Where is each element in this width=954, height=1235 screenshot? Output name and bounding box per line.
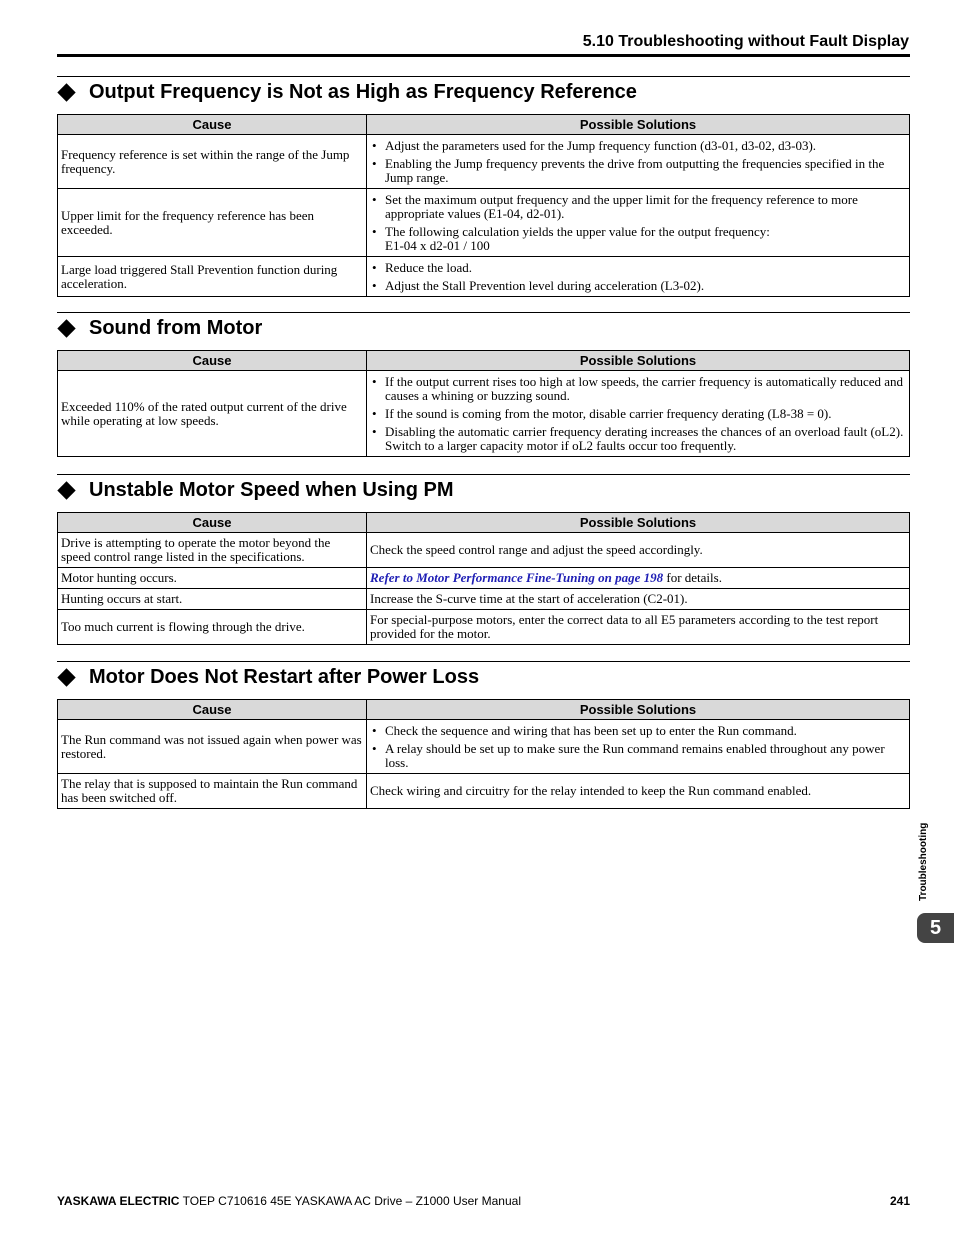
solution-cell: For special-purpose motors, enter the correct data to all E5 parameters according to the test report provided for the motor.: [367, 610, 910, 645]
page-reference-link[interactable]: Refer to Motor Performance Fine-Tuning on page 198: [370, 570, 664, 585]
troubleshooting-table: [57, 512, 910, 645]
table-row: [58, 610, 910, 645]
diamond-bullet-icon: [57, 83, 75, 101]
solution-item: • If the output current rises too high at low speeds, the carrier frequency is automatically reduced and causes a whining or buzzing sound.: [370, 375, 906, 403]
column-header-cause: Cause: [58, 700, 367, 720]
troubleshooting-table: [57, 350, 910, 457]
column-header-cause: Cause: [58, 351, 367, 371]
solution-text: for details.: [663, 570, 722, 585]
footer-doc-info: [57, 1194, 521, 1208]
running-header-title: 5.10 Troubleshooting without Fault Display: [582, 33, 909, 50]
cause-cell: Frequency reference is set within the range of the Jump frequency.: [58, 135, 367, 189]
section-motor-restart: [57, 661, 910, 809]
column-header-solutions: Possible Solutions: [367, 115, 910, 135]
table-row: [58, 774, 910, 809]
diamond-bullet-icon: [57, 319, 75, 337]
table-row: [58, 589, 910, 610]
solution-item: • A relay should be set up to make sure the Run command remains enabled throughout any power loss.: [370, 742, 906, 770]
diamond-bullet-icon: [57, 481, 75, 499]
cause-cell: Too much current is flowing through the drive.: [58, 610, 367, 645]
solution-text: The following calculation yields the upper value for the output frequency:: [385, 224, 770, 239]
cause-cell: Motor hunting occurs.: [58, 568, 367, 589]
solution-item: • Set the maximum output frequency and the upper limit for the frequency reference to more appropriate values (E1-04, d2-01).: [370, 193, 906, 221]
solutions-cell: [367, 189, 910, 257]
solution-item: • Disabling the automatic carrier frequency derating increases the chances of an overload fault (oL2). Switch to a larger capacity motor if oL2 faults occur too frequently.: [370, 425, 906, 453]
section-sound-from-motor: [57, 312, 910, 457]
section-title: Output Frequency is Not as High as Frequency Reference: [89, 80, 637, 103]
solution-item: • Enabling the Jump frequency prevents the drive from outputting the frequencies specified in the Jump range.: [370, 157, 906, 185]
column-header-solutions: Possible Solutions: [367, 700, 910, 720]
header-rule: [57, 54, 910, 57]
column-header-solutions: Possible Solutions: [367, 513, 910, 533]
column-header-cause: Cause: [58, 115, 367, 135]
diamond-bullet-icon: [57, 668, 75, 686]
solution-item: • If the sound is coming from the motor, disable carrier frequency derating (L8-38 = 0).: [370, 407, 906, 421]
cause-cell: The relay that is supposed to maintain the Run command has been switched off.: [58, 774, 367, 809]
cause-cell: Upper limit for the frequency reference has been exceeded.: [58, 189, 367, 257]
cause-cell: Drive is attempting to operate the motor beyond the speed control range listed in the specifications.: [58, 533, 367, 568]
solution-cell: Check the speed control range and adjust the speed accordingly.: [367, 533, 910, 568]
section-output-frequency: [57, 76, 910, 297]
solutions-cell: [367, 135, 910, 189]
footer-doc-title: TOEP C710616 45E YASKAWA AC Drive – Z1000 User Manual: [179, 1194, 521, 1208]
solution-cell: [367, 568, 910, 589]
table-row: [58, 533, 910, 568]
solution-item: • Adjust the parameters used for the Jump frequency function (d3-01, d3-02, d3-03).: [370, 139, 906, 153]
cause-cell: Exceeded 110% of the rated output current of the drive while operating at low speeds.: [58, 371, 367, 457]
solution-item: [370, 225, 906, 253]
chapter-tab[interactable]: 5: [917, 913, 954, 943]
solutions-cell: [367, 720, 910, 774]
troubleshooting-table: [57, 699, 910, 809]
page-number: 241: [889, 1194, 910, 1208]
section-title: Motor Does Not Restart after Power Loss: [89, 665, 480, 688]
solution-item: • Reduce the load.: [370, 261, 906, 275]
section-title: Unstable Motor Speed when Using PM: [89, 478, 454, 501]
table-row: [58, 720, 910, 774]
footer-brand: YASKAWA ELECTRIC: [57, 1194, 180, 1208]
page-footer: [57, 1194, 910, 1208]
cause-cell: The Run command was not issued again when power was restored.: [58, 720, 367, 774]
cause-cell: Large load triggered Stall Prevention function during acceleration.: [58, 257, 367, 297]
table-row: [58, 135, 910, 189]
solutions-cell: [367, 257, 910, 297]
solution-formula: E1-04 x d2-01 / 100: [385, 238, 490, 253]
column-header-cause: Cause: [58, 513, 367, 533]
solution-item: • Check the sequence and wiring that has been set up to enter the Run command.: [370, 724, 906, 738]
table-row: [58, 257, 910, 297]
solutions-cell: [367, 371, 910, 457]
solution-cell: Increase the S-curve time at the start of acceleration (C2-01).: [367, 589, 910, 610]
solution-item: • Adjust the Stall Prevention level during acceleration (L3-02).: [370, 279, 906, 293]
solution-cell: Check wiring and circuitry for the relay intended to keep the Run command enabled.: [367, 774, 910, 809]
section-title: Sound from Motor: [89, 316, 263, 339]
table-row: [58, 189, 910, 257]
troubleshooting-table: [57, 114, 910, 297]
side-chapter-label: Troubleshooting: [918, 822, 929, 901]
table-row: [58, 371, 910, 457]
column-header-solutions: Possible Solutions: [367, 351, 910, 371]
table-row: [58, 568, 910, 589]
section-unstable-motor-speed: [57, 474, 910, 645]
cause-cell: Hunting occurs at start.: [58, 589, 367, 610]
